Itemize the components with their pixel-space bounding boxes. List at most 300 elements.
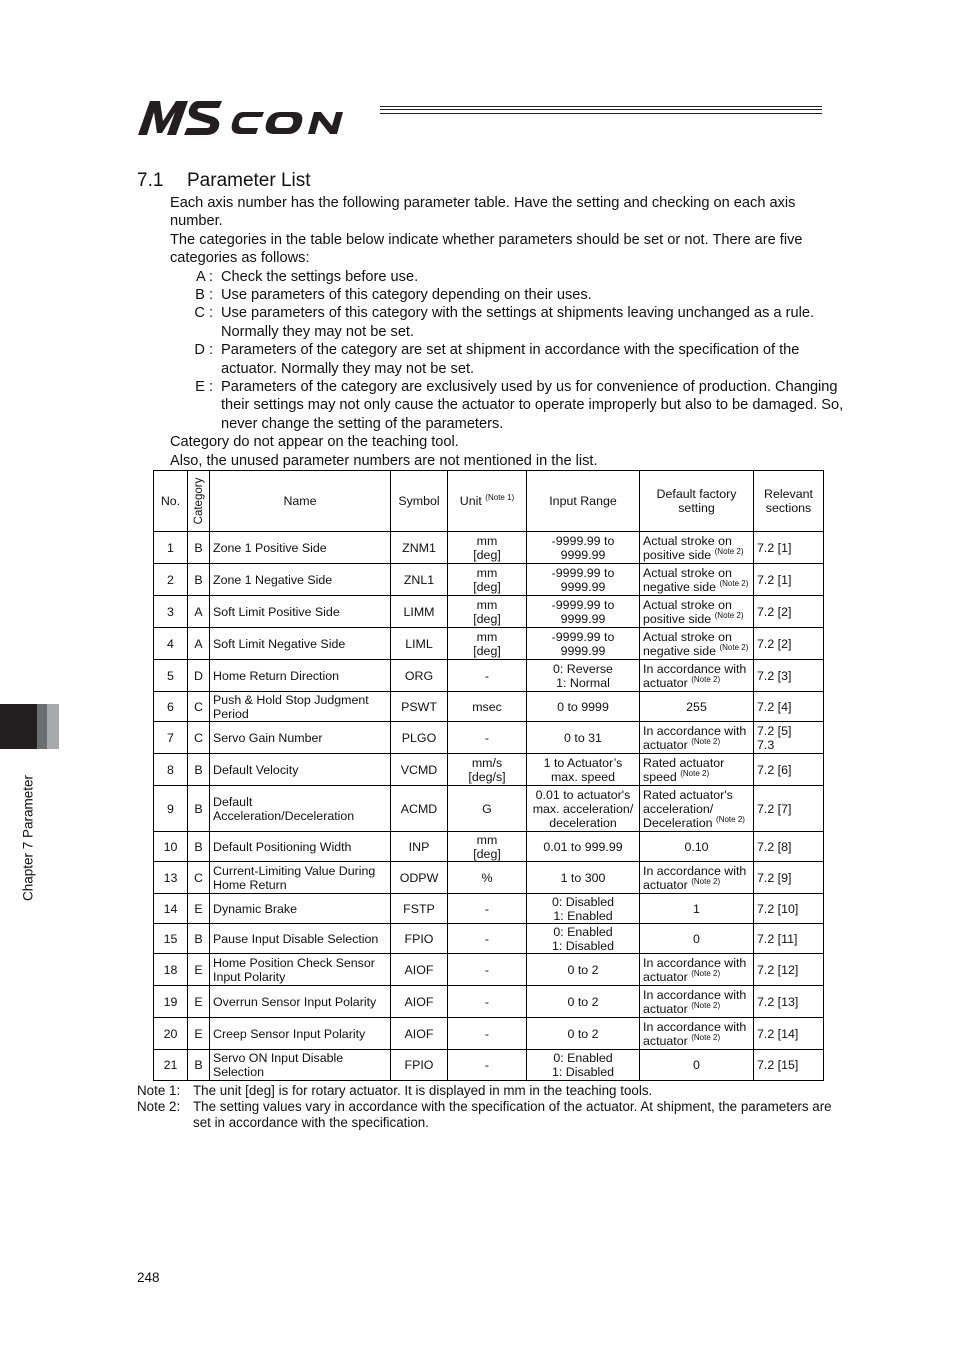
row-default-text: In accordance with actuator: [643, 723, 747, 752]
row-relevant-text: 7.2 [3]: [757, 668, 792, 683]
table-row: [154, 692, 824, 722]
row-name: [210, 596, 391, 628]
row-unit: [448, 628, 527, 660]
row-unit-text: msec: [472, 699, 502, 714]
row-category-text: E: [194, 1026, 203, 1041]
row-input-range: [527, 924, 640, 954]
row-input-range: [527, 862, 640, 894]
row-relevant: [754, 722, 824, 754]
row-no-text: 8: [167, 762, 174, 777]
row-default-note: (Note 2): [714, 610, 744, 620]
row-unit-text: mm [deg]: [473, 832, 501, 861]
row-name-text: Current-Limiting Value During Home Return: [213, 863, 376, 892]
row-symbol-text: FPIO: [404, 931, 434, 946]
row-input-range: [527, 722, 640, 754]
row-unit-text: G: [482, 801, 492, 816]
row-no: [154, 596, 188, 628]
row-default-text: Rated actuator speed: [643, 755, 725, 784]
row-name: [210, 786, 391, 832]
row-relevant-text: 7.2 [10]: [757, 901, 799, 916]
category-text: Check the settings before use.: [221, 268, 419, 285]
row-relevant-text: 7.2 [5] 7.3: [757, 723, 792, 752]
row-symbol: [391, 660, 448, 692]
table-row: [154, 954, 824, 986]
section-heading: Parameter List: [187, 170, 311, 191]
header-category: [188, 471, 210, 532]
row-symbol-text: LIMM: [403, 604, 435, 619]
row-category: [188, 722, 210, 754]
row-symbol-text: VCMD: [400, 762, 438, 777]
row-input-range-text: 1 to 300: [560, 870, 606, 885]
row-symbol: [391, 986, 448, 1018]
row-no-text: 2: [167, 572, 174, 587]
row-no-text: 18: [163, 962, 178, 977]
row-name-text: Soft Limit Positive Side: [213, 604, 340, 619]
intro-paragraph-4: Also, the unused parameter numbers are not mentioned in the list.: [170, 452, 598, 469]
table-body: [154, 532, 824, 1081]
row-symbol: [391, 832, 448, 862]
row-default: [640, 628, 754, 660]
row-name: [210, 692, 391, 722]
row-name: [210, 924, 391, 954]
row-default-note: (Note 2): [691, 968, 721, 978]
header-name: Name: [210, 471, 391, 532]
row-name: [210, 832, 391, 862]
row-relevant-text: 7.2 [9]: [757, 870, 792, 885]
row-unit-text: -: [484, 931, 490, 946]
intro-paragraph-2: The categories in the table below indicate whether parameters should be set or not. There are five categories as follows:: [170, 231, 803, 267]
row-symbol: [391, 596, 448, 628]
header-category-label: Category: [192, 477, 205, 525]
row-default-note: (Note 2): [714, 546, 744, 556]
row-category-text: B: [194, 839, 203, 854]
table-row: [154, 596, 824, 628]
row-category: [188, 660, 210, 692]
row-category: [188, 564, 210, 596]
row-relevant: [754, 894, 824, 924]
row-input-range: [527, 832, 640, 862]
row-default-text: Actual stroke on positive side: [643, 533, 732, 562]
row-symbol-text: AIOF: [404, 962, 434, 977]
row-no-text: 3: [167, 604, 174, 619]
row-name-text: Push & Hold Stop Judgment Period: [213, 692, 369, 721]
note-1: [137, 1083, 837, 1099]
section-number: 7.1: [137, 170, 164, 191]
row-relevant-text: 7.2 [15]: [757, 1058, 799, 1072]
row-category-text: A: [194, 604, 203, 619]
row-relevant-text: 7.2 [1]: [757, 540, 792, 555]
row-input-range: [527, 692, 640, 722]
row-no-text: 9: [167, 801, 174, 816]
row-name-text: Home Return Direction: [213, 668, 340, 683]
row-default: [640, 660, 754, 692]
row-category: [188, 832, 210, 862]
row-name-text: Servo Gain Number: [213, 730, 323, 745]
row-no: [154, 1018, 188, 1050]
table-row: [154, 722, 824, 754]
row-default: [640, 986, 754, 1018]
row-symbol: [391, 754, 448, 786]
row-category: [188, 924, 210, 954]
table-row: [154, 628, 824, 660]
row-unit-text: mm [deg]: [473, 533, 501, 562]
row-no: [154, 564, 188, 596]
table-notes: [137, 1083, 837, 1131]
header-symbol: Symbol: [391, 471, 448, 532]
row-default-note: (Note 2): [691, 736, 721, 746]
table-row: [154, 832, 824, 862]
header-unit-note: (Note 1): [485, 492, 515, 502]
category-key: D :: [194, 342, 213, 359]
mscon-logo: [136, 97, 368, 137]
row-no-text: 5: [167, 668, 174, 683]
row-unit: [448, 692, 527, 722]
category-key: A :: [195, 268, 213, 285]
row-relevant: [754, 628, 824, 660]
section-title: [137, 170, 311, 192]
note-text: The unit [deg] is for rotary actuator. It is displayed in mm in the teaching tools.: [193, 1083, 653, 1098]
row-no: [154, 786, 188, 832]
row-unit: [448, 1050, 527, 1081]
header-unit: [448, 471, 527, 532]
row-unit: [448, 786, 527, 832]
row-input-range: [527, 564, 640, 596]
row-symbol-text: PLGO: [401, 730, 437, 745]
row-default: [640, 1018, 754, 1050]
row-input-range: [527, 660, 640, 692]
category-item-b: [170, 286, 845, 304]
row-symbol: [391, 1018, 448, 1050]
row-category-text: E: [194, 994, 203, 1009]
row-input-range-text: 0.01 to 999.99: [543, 839, 623, 854]
table-header-row: [154, 471, 824, 532]
row-relevant: [754, 660, 824, 692]
page-number: 248: [137, 1270, 160, 1285]
row-relevant-text: 7.2 [1]: [757, 572, 792, 587]
row-unit-text: %: [481, 870, 493, 885]
row-name-text: Dynamic Brake: [213, 901, 298, 916]
row-no: [154, 924, 188, 954]
row-default-text: In accordance with actuator: [643, 955, 747, 984]
row-symbol-text: INP: [408, 839, 430, 854]
row-name: [210, 1050, 391, 1081]
row-name: [210, 660, 391, 692]
row-default-text: Rated actuator's acceleration/ Deceleration: [643, 787, 733, 830]
row-name: [210, 628, 391, 660]
row-symbol-text: LIML: [405, 636, 433, 651]
row-input-range: [527, 1050, 640, 1081]
row-relevant: [754, 564, 824, 596]
row-unit-text: -: [484, 668, 490, 683]
header-relevant: Relevant sections: [754, 471, 824, 532]
table-row: [154, 660, 824, 692]
row-default: [640, 862, 754, 894]
row-category: [188, 754, 210, 786]
row-default-text: Actual stroke on positive side: [643, 597, 732, 626]
row-input-range-text: 0: Enabled 1: Disabled: [552, 1051, 614, 1079]
table-row: [154, 1018, 824, 1050]
row-default-text: In accordance with actuator: [643, 1019, 747, 1048]
row-unit-text: mm/s [deg/s]: [468, 755, 506, 784]
row-category: [188, 628, 210, 660]
row-input-range-text: 0.01 to actuator's max. acceleration/ deceleration: [532, 787, 634, 830]
row-category-text: C: [194, 730, 203, 745]
header-no: No.: [154, 471, 188, 532]
note-key: Note 2:: [137, 1099, 181, 1114]
row-name-text: Servo ON Input Disable Selection: [213, 1051, 344, 1079]
category-text: Parameters of the category are exclusively used by us for convenience of production. Changing their settings may not only cause the actuator to operate improperly but also to be damaged. So, never change the setting of the parameters.: [221, 379, 844, 432]
row-default-note: (Note 2): [719, 578, 749, 588]
row-input-range: [527, 786, 640, 832]
row-unit: [448, 1018, 527, 1050]
row-no-text: 7: [167, 730, 174, 745]
row-category-text: A: [194, 636, 203, 651]
row-relevant: [754, 954, 824, 986]
header-rule-middle: [380, 109, 822, 110]
category-item-e: [170, 378, 845, 433]
row-relevant-text: 7.2 [4]: [757, 699, 792, 714]
row-relevant: [754, 532, 824, 564]
row-unit: [448, 722, 527, 754]
row-symbol: [391, 722, 448, 754]
row-category-text: B: [194, 1058, 203, 1072]
row-symbol-text: ODPW: [399, 870, 439, 885]
row-no-text: 4: [167, 636, 174, 651]
row-category: [188, 1050, 210, 1081]
table-row: [154, 862, 824, 894]
row-relevant-text: 7.2 [12]: [757, 962, 799, 977]
parameter-table: [153, 470, 824, 1081]
row-input-range-text: -9999.99 to 9999.99: [551, 597, 615, 626]
row-unit: [448, 894, 527, 924]
row-name-text: Default Positioning Width: [213, 839, 352, 854]
row-symbol-text: FSTP: [403, 901, 435, 916]
intro-paragraph-3: Category do not appear on the teaching tool.: [170, 434, 459, 451]
row-category: [188, 786, 210, 832]
row-input-range: [527, 596, 640, 628]
category-item-d: [170, 341, 845, 378]
row-symbol: [391, 532, 448, 564]
category-item-a: [170, 268, 845, 286]
note-2: [137, 1099, 837, 1131]
row-default: [640, 692, 754, 722]
row-category: [188, 862, 210, 894]
category-key: B :: [195, 287, 213, 304]
table-row: [154, 894, 824, 924]
table-row: [154, 754, 824, 786]
table-row: [154, 986, 824, 1018]
row-no: [154, 692, 188, 722]
header-rule-bottom: [380, 113, 822, 114]
row-default: [640, 1050, 754, 1081]
row-default-text: In accordance with actuator: [643, 987, 747, 1016]
row-symbol: [391, 954, 448, 986]
row-relevant-text: 7.2 [14]: [757, 1026, 799, 1041]
row-no: [154, 986, 188, 1018]
row-input-range-text: 0: Enabled 1: Disabled: [552, 924, 614, 953]
row-symbol: [391, 692, 448, 722]
row-no: [154, 894, 188, 924]
row-unit-text: -: [484, 1026, 490, 1041]
header-default: Default factory setting: [640, 471, 754, 532]
row-input-range-text: 0 to 9999: [557, 699, 609, 714]
row-category: [188, 986, 210, 1018]
category-key: C :: [194, 305, 213, 322]
row-unit-text: mm [deg]: [473, 597, 501, 626]
row-relevant-text: 7.2 [13]: [757, 994, 799, 1009]
row-unit: [448, 954, 527, 986]
row-unit: [448, 862, 527, 894]
row-relevant-text: 7.2 [7]: [757, 801, 792, 816]
row-category: [188, 1018, 210, 1050]
table-row: [154, 924, 824, 954]
row-relevant: [754, 862, 824, 894]
category-item-c: [170, 304, 845, 341]
row-name-text: Default Acceleration/Deceleration: [213, 794, 355, 823]
row-category-text: B: [194, 762, 203, 777]
row-category: [188, 596, 210, 628]
row-default-text: In accordance with actuator: [643, 661, 747, 690]
row-default: [640, 722, 754, 754]
row-default-note: (Note 2): [691, 674, 721, 684]
row-category-text: E: [194, 901, 203, 916]
row-unit: [448, 596, 527, 628]
row-relevant-text: 7.2 [2]: [757, 604, 792, 619]
row-input-range-text: -9999.99 to 9999.99: [551, 565, 615, 594]
row-no-text: 20: [163, 1026, 178, 1041]
row-default-note: (Note 2): [691, 1000, 721, 1010]
row-no-text: 15: [163, 931, 178, 946]
row-category: [188, 692, 210, 722]
row-name: [210, 1018, 391, 1050]
table-row: [154, 786, 824, 832]
row-category-text: D: [194, 668, 203, 683]
row-symbol: [391, 564, 448, 596]
row-name-text: Home Position Check Sensor Input Polarity: [213, 955, 375, 984]
row-no: [154, 628, 188, 660]
row-symbol-text: ACMD: [400, 801, 438, 816]
row-default-note: (Note 2): [691, 1032, 721, 1042]
row-default: [640, 564, 754, 596]
row-default-note: (Note 2): [680, 768, 710, 778]
table-row: [154, 532, 824, 564]
table-row: [154, 1050, 824, 1081]
row-relevant: [754, 754, 824, 786]
row-no: [154, 862, 188, 894]
row-unit-text: -: [484, 730, 490, 745]
row-no: [154, 1050, 188, 1081]
row-relevant: [754, 692, 824, 722]
row-category-text: B: [194, 801, 203, 816]
row-default: [640, 894, 754, 924]
chapter-label: Chapter 7 Parameter: [20, 774, 36, 902]
row-name-text: Soft Limit Negative Side: [213, 636, 346, 651]
row-category-text: B: [194, 572, 203, 587]
row-input-range-text: 0 to 2: [567, 962, 599, 977]
row-name: [210, 986, 391, 1018]
row-input-range-text: 1 to Actuator’s max. speed: [543, 755, 623, 784]
row-symbol-text: ORG: [404, 668, 434, 683]
row-category: [188, 954, 210, 986]
row-default: [640, 532, 754, 564]
row-default-note: (Note 2): [719, 642, 749, 652]
row-symbol-text: FPIO: [404, 1058, 434, 1072]
row-unit: [448, 832, 527, 862]
row-symbol-text: ZNL1: [403, 572, 435, 587]
row-name: [210, 722, 391, 754]
row-category-text: C: [194, 699, 203, 714]
row-category: [188, 532, 210, 564]
row-name: [210, 862, 391, 894]
category-text: Use parameters of this category with the settings at shipments leaving unchanged as a rule. Normally they may not be set.: [221, 305, 814, 340]
row-unit-text: -: [484, 1058, 490, 1072]
row-relevant: [754, 924, 824, 954]
note-key: Note 1:: [137, 1083, 181, 1098]
row-unit: [448, 532, 527, 564]
row-input-range-text: -9999.99 to 9999.99: [551, 533, 615, 562]
category-key: E :: [195, 379, 213, 396]
chapter-tab-mid: [37, 704, 47, 749]
row-relevant: [754, 1050, 824, 1081]
row-default-text: 0.10: [684, 839, 709, 854]
row-name-text: Zone 1 Negative Side: [213, 572, 333, 587]
row-symbol-text: AIOF: [404, 994, 434, 1009]
row-unit: [448, 986, 527, 1018]
row-relevant: [754, 986, 824, 1018]
row-symbol: [391, 1050, 448, 1081]
row-input-range-text: -9999.99 to 9999.99: [551, 629, 615, 658]
category-text: Parameters of the category are set at shipment in accordance with the specification of the actuator. Normally they may not be set.: [221, 342, 800, 377]
row-no-text: 14: [163, 901, 178, 916]
chapter-tab-dark: [0, 704, 37, 749]
row-input-range: [527, 628, 640, 660]
header-unit-label: Unit: [459, 494, 482, 508]
row-input-range: [527, 532, 640, 564]
chapter-tab-light: [47, 704, 59, 749]
intro-text: [170, 194, 845, 470]
row-unit: [448, 564, 527, 596]
row-no: [154, 660, 188, 692]
row-default: [640, 596, 754, 628]
row-no-text: 21: [163, 1058, 178, 1072]
row-default-text: 0: [693, 1058, 700, 1072]
row-category: [188, 894, 210, 924]
row-symbol: [391, 894, 448, 924]
row-symbol: [391, 862, 448, 894]
row-no: [154, 754, 188, 786]
row-input-range-text: 0: Reverse 1: Normal: [553, 661, 613, 690]
row-relevant: [754, 1018, 824, 1050]
row-no-text: 6: [167, 699, 174, 714]
row-unit: [448, 660, 527, 692]
row-category-text: C: [194, 870, 203, 885]
row-input-range-text: 0: Disabled 1: Enabled: [552, 894, 614, 923]
row-symbol: [391, 924, 448, 954]
row-name-text: Pause Input Disable Selection: [213, 931, 379, 946]
row-no: [154, 722, 188, 754]
row-unit-text: -: [484, 962, 490, 977]
table-row: [154, 564, 824, 596]
row-symbol-text: ZNM1: [402, 540, 436, 555]
row-relevant-text: 7.2 [8]: [757, 839, 792, 854]
row-input-range: [527, 1018, 640, 1050]
row-category-text: B: [194, 931, 203, 946]
row-default: [640, 924, 754, 954]
row-no: [154, 832, 188, 862]
row-name: [210, 894, 391, 924]
category-text: Use parameters of this category depending on their uses.: [221, 287, 592, 304]
row-default: [640, 786, 754, 832]
